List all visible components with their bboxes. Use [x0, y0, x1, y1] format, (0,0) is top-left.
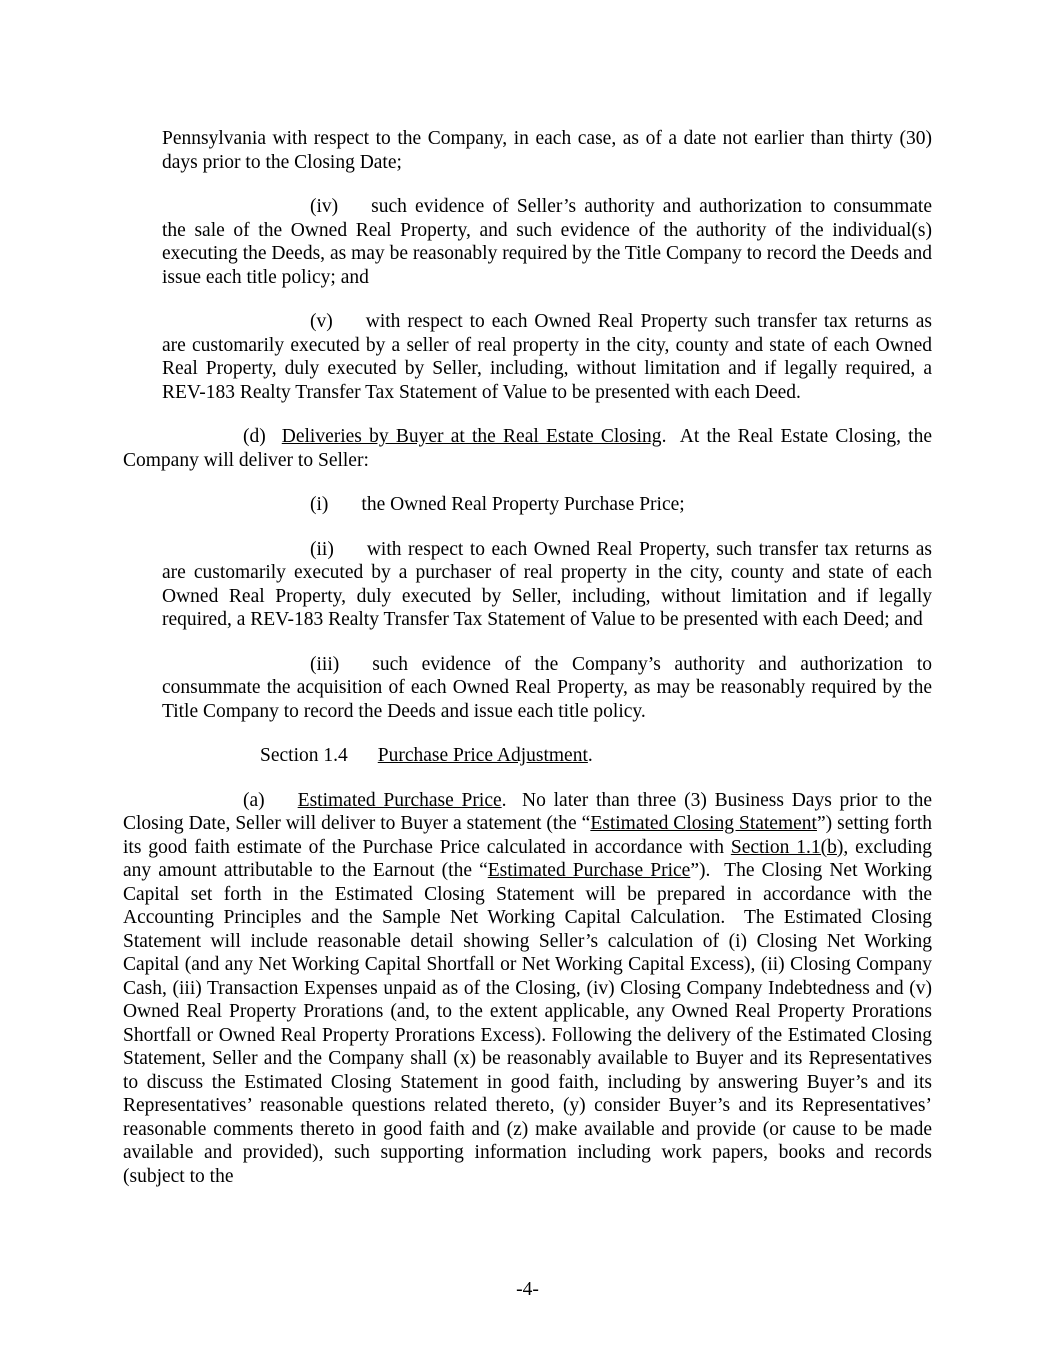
text-run: such evidence of Seller’s authority and authorization to consummate the sale of the Owned Real Property, and such evidence of the authority of the individual(s) executing the Deeds, as may be reasonably required by the Title Company to record the Deeds and issue each title policy; and: [162, 196, 932, 288]
text-run: (ii): [310, 538, 334, 560]
underlined-term: Section 1.1(b): [730, 836, 844, 858]
p-item-i: [162, 493, 932, 517]
text-run: .: [587, 745, 593, 766]
p-d: [123, 425, 932, 472]
p-item-v: [162, 310, 932, 404]
text-run: (iv): [310, 196, 339, 217]
text-run: (a): [243, 789, 265, 811]
text-run: Section 1.4: [260, 745, 348, 766]
text-run: with respect to each Owned Real Property such transfer tax returns as are customarily executed by a seller of real property in the city, county and state of each Owned Real Property, duly executed by Seller, including, without limitation and if legally required, a REV-183 Realty Transfer Tax Statement of Value to be presented with each Deed.: [162, 311, 932, 403]
text-run: , excluding any amount attributable to the Earnout (the “: [123, 836, 933, 881]
p-item-iv: [162, 195, 932, 289]
text-run: . No later than three (3) Business Days prior to the Closing Date, Seller will deliver to Buyer a statement (the “: [123, 789, 932, 834]
underlined-term: Estimated Purchase Price: [487, 860, 691, 881]
page-footer: [0, 1278, 1055, 1302]
text-run: (iii): [310, 653, 340, 675]
text-run: ”) setting forth its good faith estimate of the Purchase Price calculated in accordance with: [123, 813, 932, 858]
text-run: the Owned Real Property Purchase Price;: [361, 494, 685, 515]
underlined-term: Estimated Purchase Price: [297, 789, 502, 811]
underlined-term: Estimated Closing Statement: [590, 813, 817, 834]
text-run: (d): [243, 426, 266, 447]
text-run: (v): [310, 311, 333, 332]
underlined-term: Deliveries by Buyer at the Real Estate Closing: [281, 426, 662, 447]
text-run: with respect to each Owned Real Property, such transfer tax returns as are customarily executed by a purchaser of real property in the city, county and state of each Owned Real Property, duly executed by Seller, including, without limitation and if legally required, a REV-183 Realty Transfer Tax Statement of Value to be presented with each Deed; and: [162, 538, 932, 630]
p-item-iii: [162, 653, 932, 724]
text-run: Pennsylvania with respect to the Company, in each case, as of a date not earlier than thirty (30) days prior to the Closing Date;: [162, 128, 932, 173]
p-continuation: [162, 127, 932, 174]
p-section-1-4: [260, 744, 932, 768]
text-run: such evidence of the Company’s authority and authorization to consummate the acquisition of each Owned Real Property, as may be reasonably required by the Title Company to record the Deeds and issue each title policy.: [162, 653, 932, 722]
page-number: -4-: [516, 1279, 539, 1300]
underlined-term: Purchase Price Adjustment: [377, 745, 588, 766]
text-run: (i): [310, 494, 329, 515]
document-body: [123, 0, 932, 1209]
text-run: ”). The Closing Net Working Capital set forth in the Estimated Closing Statement will be prepared in accordance with the Accounting Principles and the Sample Net Working Capital Calculation. The Estimated Closing Statement will include reasonable detail showing Seller’s calculation of (i) Closing Net Working Capital (and any Net Working Capital Shortfall or Net Working Capital Excess), (ii) Closing Company Cash, (iii) Transaction Expenses unpaid as of the Closing, (iv) Closing Company Indebtedness and (v) Owned Real Property Prorations (and, to the extent applicable, any Owned Real Property Prorations Shortfall or Owned Real Property Prorations Excess). Following the delivery of the Estimated Closing Statement, Seller and the Company shall (x) be reasonably available to Buyer and its Representatives to discuss the Estimated Closing Statement in good faith, including by answering Buyer’s and its Representatives’ reasonable questions related thereto, (y) consider Buyer’s and its Representatives’ reasonable comments thereto in good faith and (z) make available and provide (or cause to be made available and provided), such supporting information including work papers, books and records (subject to the: [123, 860, 932, 1187]
p-item-ii: [162, 538, 932, 632]
p-a: [123, 789, 932, 1189]
text-run: . At the Real Estate Closing, the Company will deliver to Seller:: [123, 426, 932, 471]
